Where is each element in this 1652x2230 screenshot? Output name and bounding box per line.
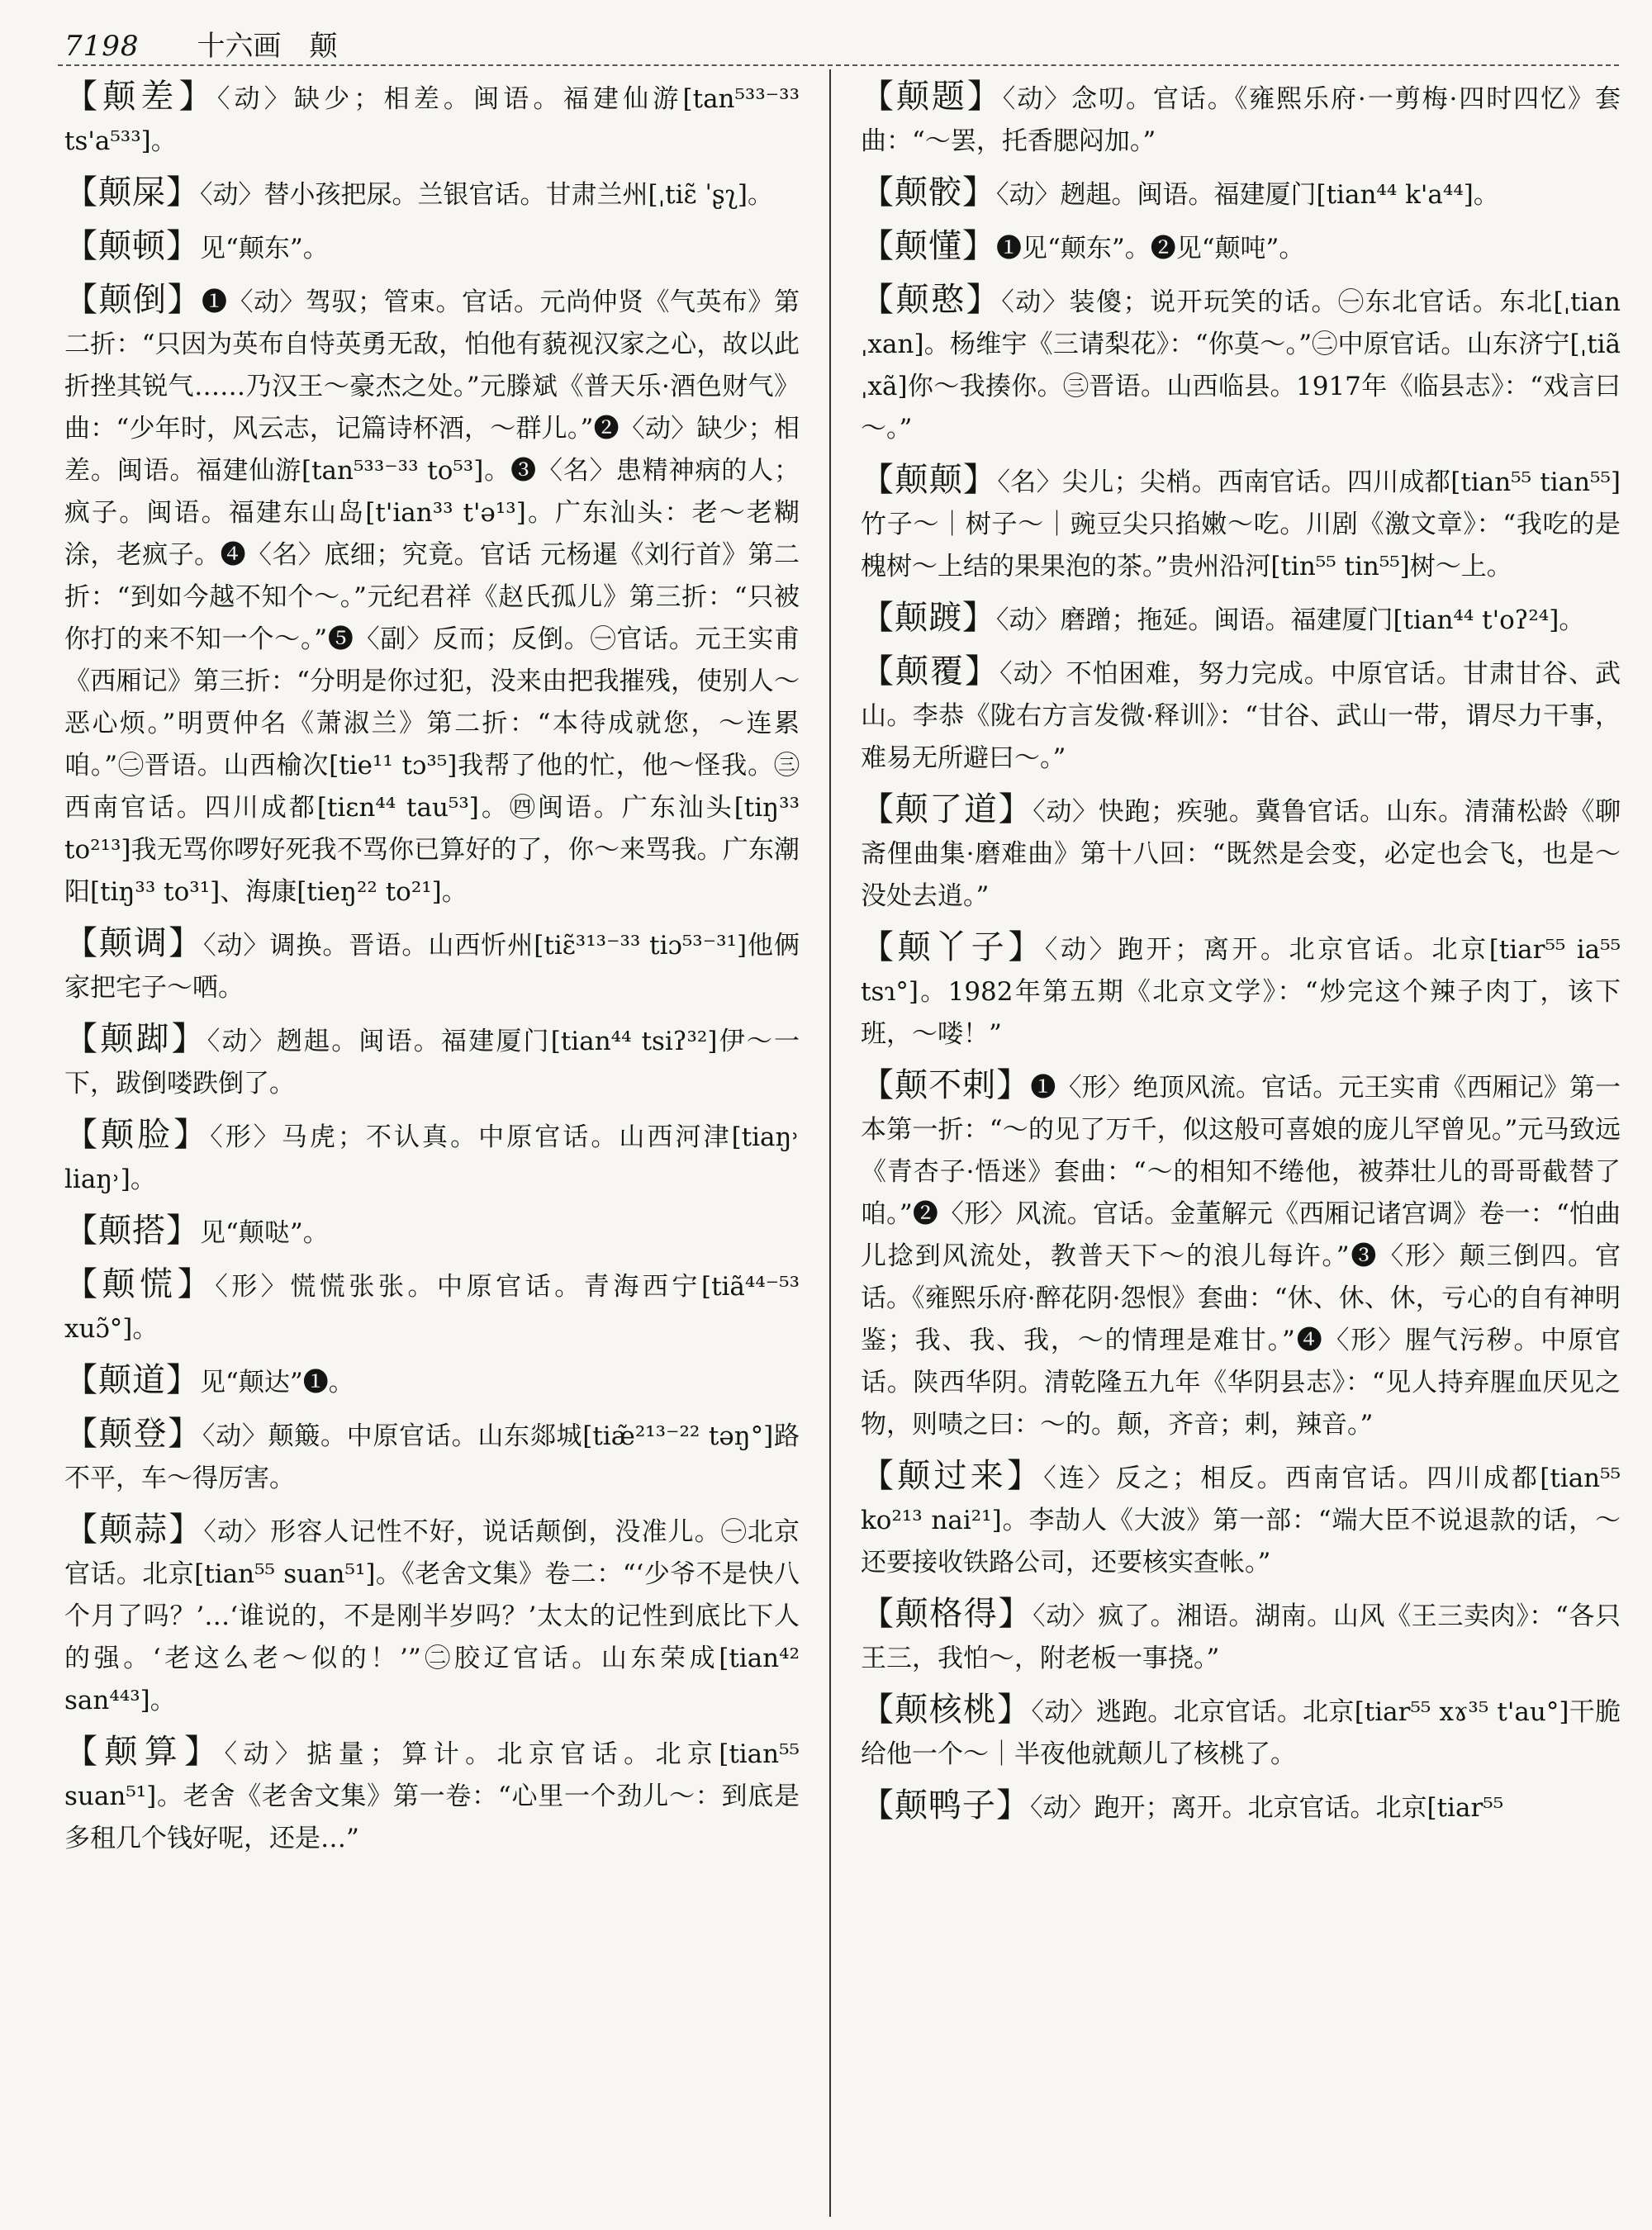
entry-definition: 〈动〉装傻；说开玩笑的话。㊀东北官话。东北[ˌtian ˌxan]。杨维宇《三请梨花》：“你莫～。”㊁中原官话。山东济宁[ˌtiã ˌxã]你～我揍你。㊂晋语。山西临县。1917年《临县志》：“戏言曰～。”	[861, 287, 1621, 444]
dictionary-entry	[64, 1359, 800, 1404]
entry-definition: 见“颠哒”。	[200, 1218, 329, 1248]
entry-headword: 【颠调】	[64, 924, 203, 962]
section-title: 十六画 颠	[197, 30, 338, 63]
dictionary-entry	[64, 279, 800, 913]
entry-headword: 【颠颠】	[861, 461, 998, 499]
entry-headword: 【颠踋】	[64, 1020, 207, 1058]
entry-definition: 〈动〉疯了。湘语。湖南。山风《王三卖肉》：“各只王三，我怕～，附老板一事挠。”	[861, 1601, 1621, 1673]
entry-definition: 〈动〉跑开；离开。北京官话。北京[tiar⁵⁵	[1030, 1793, 1504, 1823]
entry-definition: 〈形〉慌慌张张。中原官话。青海西宁[tiã⁴⁴⁻⁵³ xuɔ̃°]。	[64, 1272, 800, 1344]
dictionary-entry	[861, 279, 1621, 450]
entry-definition: 〈动〉缺少；相差。闽语。福建仙游[tan⁵³³⁻³³ ts'a⁵³³]。	[64, 84, 800, 156]
entry-definition: ❶〈动〉驾驭；管束。官话。元尚仲贤《气英布》第二折：“只因为英布自恃英勇无敌，怕他有藐视汉家之心，故以此折挫其锐气……乃汉王～豪杰之处。”元滕斌《普天乐·酒色财气》曲：“少年时，风云志，记篇诗杯酒，～群儿。”❷〈动〉缺少；相差。闽语。福建仙游[tan⁵³³⁻³³ to⁵³]。❸〈名〉患精神病的人；疯子。闽语。福建东山岛[t'ian³³ t'ə¹³]。广东汕头：老～老糊涂，老疯子。❹〈名〉底细；究竟。官话 元杨暹《刘行首》第二折：“到如今越不知个～。”元纪君祥《赵氏孤儿》第三折：“只被你打的来不知一个～。”❺〈副〉反而；反倒。㊀官话。元王实甫《西厢记》第三折：“分明是你过犯，没来由把我摧残，使别人～恶心烦。”明贾仲名《萧淑兰》第二折：“本待成就您，～连累咱。”㊁晋语。山西榆次[tie¹¹ tɔ³⁵]我帮了他的忙，他～怪我。㊂西南官话。四川成都[tiɛn⁴⁴ tau⁵³]。㊃闽语。广东汕头[tiŋ³³ to²¹³]我无骂你啰好死我不骂你已算好的了，你～来骂我。广东潮阳[tiŋ³³ to³¹]、海康[tieŋ²² to²¹]。	[64, 287, 800, 907]
dictionary-entry	[64, 76, 800, 163]
dictionary-entry	[861, 1455, 1621, 1584]
entry-definition: 〈动〉调换。晋语。山西忻州[tiɛ̃³¹³⁻³³ tiɔ⁵³⁻³¹]他俩家把宅子～哂。	[64, 931, 800, 1003]
entry-headword: 【颠憨】	[861, 281, 1002, 319]
column-divider	[829, 69, 831, 2217]
entry-definition: ❶〈形〉绝顶风流。官话。元王实甫《西厢记》第一本第一折：“～的见了万千，似这般可喜娘的庞儿罕曾见。”元马致远《青杏子·悟迷》套曲：“～的相知不绻他，被莽壮儿的哥哥截替了咱。”❷〈形〉风流。官话。金董解元《西厢记诸宫调》卷一：“怕曲儿捻到风流处，教普天下～的浪儿每许。”❸〈形〉颠三倒四。官话。《雍熙乐府·醉花阴·怨恨》套曲：“休、休、休，亏心的自有神明鉴；我、我、我，～的情理是难甘。”❹〈形〉腥气污秽。中原官话。陕西华阴。清乾隆五九年《华阴县志》：“见人持弃腥血厌见之物，则啧之曰：～的。颠，齐音；剌，辣音。”	[861, 1073, 1621, 1440]
entry-definition: 〈动〉掂量；算计。北京官话。北京[tian⁵⁵ suan⁵¹]。老舍《老舍文集》第一卷：“心里一个劲儿～：到底是多租几个钱好呢，还是…”	[64, 1739, 800, 1853]
page-header	[64, 23, 338, 64]
entry-headword: 【颠过来】	[861, 1457, 1044, 1495]
dictionary-entry	[64, 1509, 800, 1722]
dictionary-entry	[861, 225, 1621, 270]
right-column	[861, 76, 1621, 2215]
dictionary-entry	[861, 1065, 1621, 1446]
entry-headword: 【颠覆】	[861, 652, 1000, 690]
dictionary-entry	[64, 172, 800, 216]
entry-headword: 【颠题】	[861, 78, 1003, 116]
left-column	[64, 76, 800, 2215]
entry-headword: 【颠核桃】	[861, 1691, 1032, 1729]
entry-definition: 见“颠东”。	[200, 234, 329, 263]
entry-headword: 【颠了道】	[861, 790, 1033, 828]
entry-headword: 【颠登】	[64, 1415, 202, 1453]
entry-definition: 〈名〉尖儿；尖梢。西南官话。四川成都[tian⁵⁵ tian⁵⁵]竹子～｜树子～｜豌豆尖只掐嫩～吃。川剧《激文章》：“我吃的是槐树～上结的果果泡的茶。”贵州沿河[tin⁵⁵ tin⁵⁵]树～上。	[861, 467, 1621, 581]
entry-definition: 〈动〉趔趄。闽语。福建厦门[tian⁴⁴ tsiʔ³²]伊～一下，跋倒喽跌倒了。	[64, 1027, 800, 1098]
dictionary-entry	[64, 1210, 800, 1255]
entry-definition: 〈动〉颠簸。中原官话。山东郯城[tiæ̃²¹³⁻²² təŋ°]路不平，车～得厉害。	[64, 1421, 800, 1493]
entry-definition: 〈动〉趔趄。闽语。福建厦门[tian⁴⁴ k'a⁴⁴]。	[996, 180, 1499, 210]
entry-headword: 【颠不剌】	[861, 1066, 1031, 1104]
entry-headword: 【颠屎】	[64, 173, 200, 211]
entry-definition: 〈形〉马虎；不认真。中原官话。山西河津[tiaŋ˒ liaŋ˒]。	[64, 1122, 800, 1194]
entry-definition: 〈动〉替小孩把尿。兰银官话。甘肃兰州[ˌtiɛ̃ ˈʂʅ]。	[200, 180, 774, 210]
entry-definition: ❶见“颠东”。❷见“颠吨”。	[996, 234, 1305, 263]
entry-headword: 【颠差】	[64, 78, 217, 116]
entry-definition: 〈动〉磨蹭；拖延。闽语。福建厦门[tian⁴⁴ t'oʔ²⁴]。	[996, 605, 1585, 635]
dictionary-entry	[64, 1018, 800, 1105]
dictionary-entry	[861, 789, 1621, 918]
entry-headword: 【颠丫子】	[861, 928, 1045, 966]
entry-headword: 【颠懂】	[861, 227, 996, 265]
entry-headword: 【颠慌】	[64, 1265, 216, 1303]
dictionary-entry	[64, 1731, 800, 1860]
entry-headword: 【颠搭】	[64, 1212, 200, 1250]
dictionary-entry	[861, 1785, 1621, 1829]
header-rule	[58, 64, 1619, 66]
entry-headword: 【颠脸】	[64, 1116, 211, 1154]
entry-headword: 【颠骹】	[861, 173, 996, 211]
entry-headword: 【颠格得】	[861, 1595, 1033, 1633]
dictionary-entry	[861, 76, 1621, 163]
entry-headword: 【颠道】	[64, 1361, 200, 1399]
entry-headword: 【颠顿】	[64, 227, 200, 265]
dictionary-entry	[861, 172, 1621, 216]
entry-definition: 〈动〉快跑；疾驰。冀鲁官话。山东。清蒲松龄《聊斋俚曲集·磨难曲》第十八回：“既然是会变，必定也会飞，也是～没处去逍。”	[861, 797, 1621, 911]
entry-headword: 【颠踱】	[861, 599, 996, 637]
dictionary-entry	[861, 927, 1621, 1056]
entry-headword: 【颠倒】	[64, 281, 202, 319]
dictionary-entry	[861, 651, 1621, 780]
entry-definition: 见“颠达”❶。	[200, 1368, 354, 1397]
page-number: 7198	[64, 30, 140, 63]
entry-definition: 〈动〉逃跑。北京官话。北京[tiar⁵⁵ xɤ³⁵ t'au°]干脆给他一个～｜半夜他就颠儿了核桃了。	[861, 1697, 1621, 1769]
dictionary-entry	[861, 1689, 1621, 1776]
entry-headword: 【颠算】	[64, 1733, 225, 1771]
entry-definition: 〈连〉反之；相反。西南官话。四川成都[tian⁵⁵ ko²¹³ nai²¹]。李劼人《大波》第一部：“端大臣不说退款的话，～还要接收铁路公司，还要核实查帐。”	[861, 1464, 1621, 1578]
entry-definition: 〈动〉不怕困难，努力完成。中原官话。甘肃甘谷、武山。李恭《陇右方言发微·释训》：“甘谷、武山一带，谓尽力干事，难易无所避曰～。”	[861, 659, 1621, 773]
dictionary-entry	[861, 597, 1621, 642]
dictionary-entry	[64, 1114, 800, 1201]
entry-definition: 〈动〉念叨。官话。《雍熙乐府·一剪梅·四时四忆》套曲：“～罢，托香腮闷加。”	[861, 84, 1621, 156]
dictionary-entry	[64, 1264, 800, 1350]
entry-headword: 【颠蒜】	[64, 1511, 204, 1549]
dictionary-entry	[64, 225, 800, 270]
dictionary-entry	[861, 459, 1621, 588]
entry-definition: 〈动〉跑开；离开。北京官话。北京[tiar⁵⁵ ia⁵⁵ tsɿ°]。1982年第五期《北京文学》：“炒完这个辣子肉丁，该下班，～喽！”	[861, 935, 1621, 1049]
dictionary-entry	[861, 1593, 1621, 1680]
dictionary-entry	[64, 1413, 800, 1500]
entry-headword: 【颠鸭子】	[861, 1786, 1030, 1824]
entry-definition: 〈动〉形容人记性不好，说话颠倒，没准儿。㊀北京官话。北京[tian⁵⁵ suan⁵¹]。《老舍文集》卷二：“‘少爷不是快八个月了吗？’…‘谁说的，不是刚半岁吗？’太太的记性到底比下人的强。‘老这么老～似的！’”㊁胶辽官话。山东荣成[tian⁴² san⁴⁴³]。	[64, 1517, 800, 1715]
dictionary-entry	[64, 923, 800, 1009]
